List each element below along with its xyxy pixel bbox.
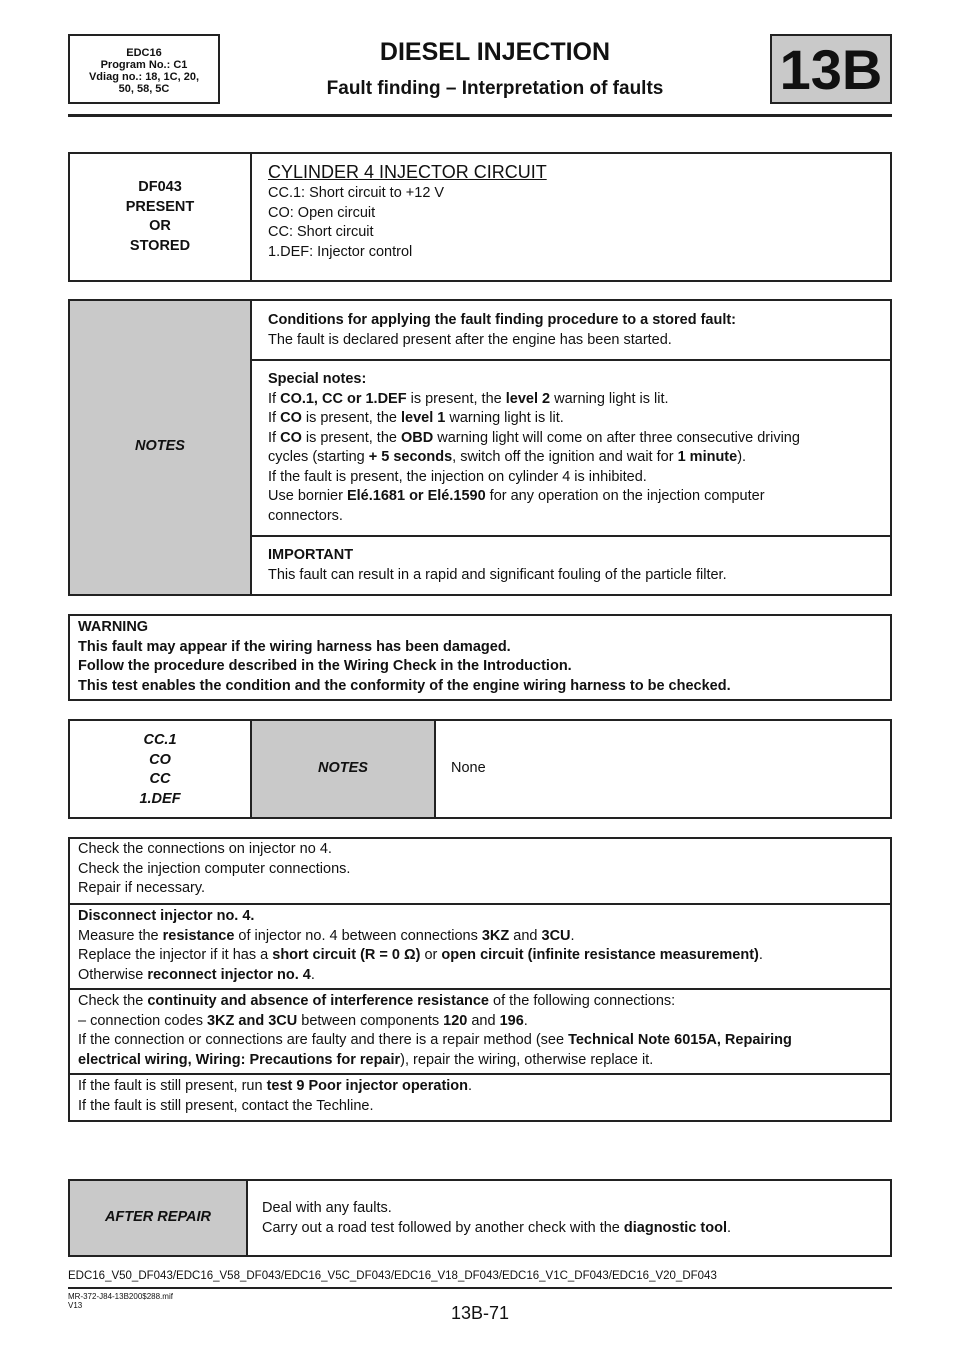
procedure-line <box>78 879 888 899</box>
procedure-line <box>78 1031 888 1051</box>
footer-version: V13 <box>68 1301 83 1310</box>
page-subtitle: Fault finding – Interpretation of faults <box>326 78 664 99</box>
text-segment: 3KZ and 3CU <box>206 1012 298 1029</box>
model-line: Program No.: C1 <box>100 59 188 71</box>
fault-detail: 1.DEF: Injector control <box>268 243 413 260</box>
text-segment: 120 <box>443 1012 468 1029</box>
text-segment: If the fault is present, the injection on cylinder 4 is inhibited. <box>268 468 647 485</box>
model-line: Vdiag no.: 18, 1C, 20, <box>88 71 200 83</box>
text-segment: If <box>268 390 281 407</box>
text-segment: If the connection or connections are faulty and there is a repair method (see <box>78 1032 569 1048</box>
procedure-line <box>78 992 888 1012</box>
text-segment: . <box>727 1219 732 1236</box>
model-line: 50, 58, 5C <box>118 83 170 95</box>
text-segment: , switch off the ignition and wait for <box>452 449 678 465</box>
text-segment: Check the connections on injector no 4. <box>78 841 332 857</box>
text-segment: 196 <box>499 1012 524 1029</box>
text-segment: Replace the injector if it has a <box>78 947 273 963</box>
text-segment: 3CU <box>541 927 571 944</box>
text-segment: Check the <box>78 993 148 1009</box>
conditions-title: Conditions for applying the fault finding procedure to a stored fault: <box>268 312 737 328</box>
text-segment: and <box>467 1012 500 1029</box>
text-segment: + 5 seconds <box>368 449 453 465</box>
text-segment: Carry out a road test followed by another check with the <box>262 1219 624 1236</box>
text-segment: If the fault is still present, run <box>78 1078 267 1094</box>
text-segment: . <box>758 947 763 963</box>
fault-code-line: OR <box>149 218 171 234</box>
notes-label: NOTES <box>135 438 185 454</box>
divider <box>434 719 436 819</box>
text-segment: ). <box>737 449 747 465</box>
text-segment: Measure the <box>78 927 163 944</box>
warning-text <box>78 618 888 696</box>
text-segment: . <box>523 1012 528 1029</box>
text-segment: – connection codes <box>78 1012 207 1029</box>
warning-title: WARNING <box>78 619 149 635</box>
text-segment: Elé.1681 or Elé.1590 <box>346 488 486 504</box>
text-segment: reconnect injector no. 4 <box>147 966 311 983</box>
procedure-line <box>78 966 888 986</box>
fault-detail: CC: Short circuit <box>268 224 374 240</box>
text-segment: is present, the <box>406 390 506 407</box>
warning-line: Follow the procedure described in the Wiring Check in the Introduction. <box>78 658 572 674</box>
text-segment: connectors. <box>268 507 343 524</box>
text-segment: If <box>268 410 281 426</box>
important-text: This fault can result in a rapid and significant fouling of the particle filter. <box>268 566 727 583</box>
footer-doc-id: MR-372-J84-13B200$288.mif <box>68 1292 173 1301</box>
procedure-line <box>78 1012 888 1032</box>
divider <box>250 152 252 282</box>
subfault-code: CC <box>149 771 171 787</box>
fault-detail: CO: Open circuit <box>268 204 376 221</box>
conditions-text: The fault is declared present after the engine has been started. <box>268 331 672 348</box>
subfault-notes-label: NOTES <box>318 760 368 776</box>
procedure-line <box>78 927 888 947</box>
after-repair-text <box>262 1199 882 1238</box>
divider <box>68 988 892 990</box>
divider <box>68 903 892 905</box>
procedure-step-3 <box>78 992 888 1070</box>
text-segment: test 9 Poor injector operation <box>266 1078 469 1094</box>
text-segment: of injector no. 4 between connections <box>234 927 482 944</box>
subfault-codes <box>70 731 250 809</box>
section-code: 13B <box>770 34 892 104</box>
text-segment: Use bornier <box>268 488 347 504</box>
after-repair-label: AFTER REPAIR <box>104 1209 212 1225</box>
subfault-notes-value: None <box>451 760 486 776</box>
text-segment: Repair if necessary. <box>78 880 206 896</box>
procedure-step-2 <box>78 907 888 985</box>
text-segment: short circuit (R = 0 Ω) <box>272 947 421 963</box>
after-repair-line <box>262 1199 882 1219</box>
text-segment: level 2 <box>505 390 551 407</box>
procedure-line <box>78 1051 888 1071</box>
divider <box>250 359 892 361</box>
fault-detail: CC.1: Short circuit to +12 V <box>268 185 445 201</box>
fault-code-line: STORED <box>129 237 191 254</box>
model-line: EDC16 <box>126 47 162 59</box>
page-number: 13B-71 <box>450 1303 510 1323</box>
fault-details <box>268 184 444 262</box>
subfault-code: 1.DEF <box>139 790 181 807</box>
text-segment: If the fault is still present, contact the Techline. <box>78 1097 374 1114</box>
text-segment: Disconnect injector no. 4. <box>78 908 255 924</box>
text-segment: is present, the <box>301 429 401 446</box>
procedure-line <box>78 907 888 927</box>
procedure-line <box>78 946 888 966</box>
subfault-code: CO <box>149 751 171 768</box>
warning-line: This test enables the condition and the conformity of the engine wiring harness to be checked. <box>78 677 731 694</box>
procedure-line <box>78 840 888 860</box>
text-segment: CO <box>280 429 302 446</box>
text-segment: warning light is lit. <box>550 390 669 407</box>
notes-important <box>268 546 878 585</box>
text-segment: . <box>310 966 315 983</box>
text-segment: diagnostic tool <box>623 1219 727 1236</box>
divider <box>246 1179 248 1257</box>
text-segment: Deal with any faults. <box>262 1200 392 1216</box>
fault-code <box>70 178 250 256</box>
text-segment: Technical Note 6015A, Repairing <box>568 1032 792 1048</box>
special-note-line <box>268 390 883 410</box>
text-segment: is present, the <box>301 410 401 426</box>
text-segment: 1 minute <box>677 449 738 465</box>
special-note-line <box>268 507 883 527</box>
text-segment: level 1 <box>400 410 446 426</box>
warning-line: This fault may appear if the wiring harness has been damaged. <box>78 638 511 655</box>
special-note-line <box>268 409 883 429</box>
model-info-box <box>68 34 220 104</box>
special-note-line <box>268 429 883 449</box>
text-segment: electrical wiring, Wiring: Precautions for repair <box>78 1051 401 1068</box>
special-title: Special notes: <box>268 371 367 387</box>
fault-code-line: PRESENT <box>125 198 195 215</box>
fault-name: CYLINDER 4 INJECTOR CIRCUIT <box>268 162 547 182</box>
text-segment: for any operation on the injection computer <box>485 488 765 504</box>
text-segment: and <box>509 927 542 944</box>
divider <box>250 299 252 596</box>
text-segment: OBD <box>400 429 434 446</box>
text-segment: CO.1, CC or 1.DEF <box>280 390 407 407</box>
text-segment: between components <box>297 1012 444 1029</box>
subfault-code: CC.1 <box>143 732 177 748</box>
text-segment: . <box>468 1078 473 1094</box>
notes-conditions <box>268 311 878 350</box>
text-segment: warning light is lit. <box>445 410 564 426</box>
text-segment: resistance <box>162 927 235 944</box>
text-segment: cycles (starting <box>268 449 369 465</box>
text-segment: If <box>268 429 281 446</box>
procedure-line <box>78 1077 888 1097</box>
procedure-line <box>78 1097 888 1117</box>
text-segment: Otherwise <box>78 966 148 983</box>
text-segment: of the following connections: <box>489 993 676 1009</box>
text-segment: ), repair the wiring, otherwise replace it. <box>400 1051 654 1068</box>
special-note-line <box>268 468 883 488</box>
important-title: IMPORTANT <box>268 547 354 563</box>
divider <box>68 1073 892 1075</box>
footer-rule <box>68 1287 892 1289</box>
text-segment: open circuit (infinite resistance measurement) <box>441 947 759 963</box>
header-rule <box>68 114 892 117</box>
notes-special <box>268 370 883 526</box>
text-segment: . <box>570 927 575 944</box>
after-repair-line <box>262 1219 882 1239</box>
footer-doc-info <box>68 1292 173 1310</box>
procedure-step-1 <box>78 840 888 899</box>
text-segment: or <box>420 947 442 963</box>
text-segment: warning light will come on after three consecutive driving <box>433 429 800 446</box>
procedure-line <box>78 860 888 880</box>
divider <box>250 535 892 537</box>
special-note-line <box>268 448 883 468</box>
text-segment: continuity and absence of interference resistance <box>147 993 489 1009</box>
text-segment: 3KZ <box>481 927 510 944</box>
text-segment: CO <box>280 410 302 426</box>
footer-reference: EDC16_V50_DF043/EDC16_V58_DF043/EDC16_V5C_DF043/EDC16_V18_DF043/EDC16_V1C_DF043/EDC16_V20_DF043 <box>68 1270 717 1282</box>
special-lines <box>268 390 883 527</box>
procedure-step-4 <box>78 1077 888 1116</box>
text-segment: Check the injection computer connections. <box>78 860 351 877</box>
special-note-line <box>268 487 883 507</box>
page-title: DIESEL INJECTION <box>379 38 611 66</box>
fault-code-line: DF043 <box>138 179 182 195</box>
